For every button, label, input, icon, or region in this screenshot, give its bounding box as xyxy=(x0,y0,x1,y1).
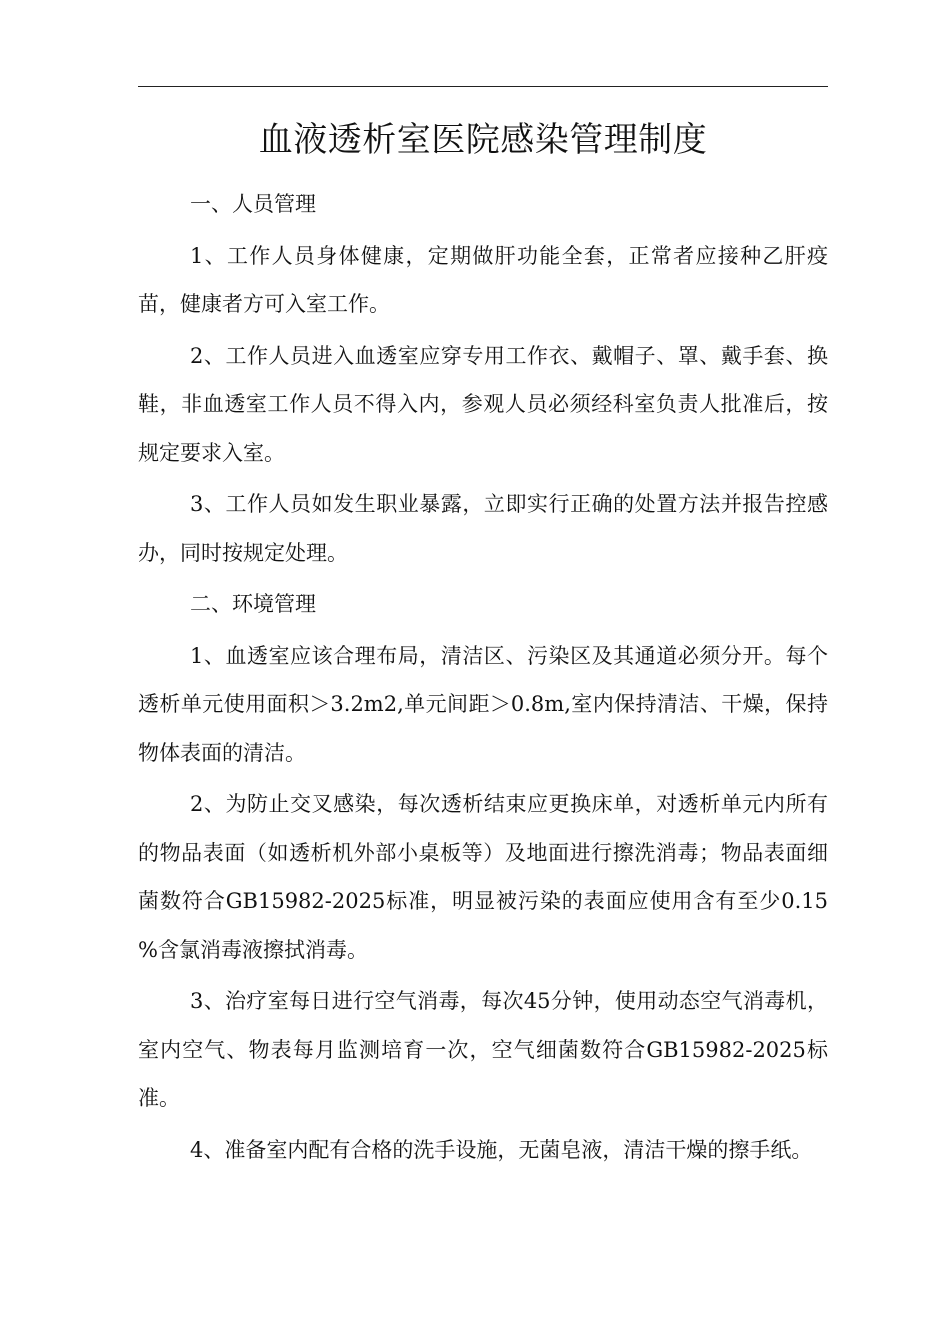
header-rule xyxy=(138,86,828,87)
paragraph: 3、工作人员如发生职业暴露，立即实行正确的处置方法并报告控感办，同时按规定处理。 xyxy=(138,492,828,565)
document-title: 血液透析室医院感染管理制度 xyxy=(258,120,708,160)
paragraph: 2、为防止交叉感染，每次透析结束应更换床单，对透析单元内所有的物品表面（如透析机外部小桌板等）及地面进行擦洗消毒；物品表面细菌数符合GB15982-2025标准，明显被污染的表面应使用含有至少0.15 %含氯消毒液擦拭消毒。 xyxy=(138,792,828,962)
paragraph: 1、工作人员身体健康，定期做肝功能全套，正常者应接种乙肝疫苗，健康者方可入室工作。 xyxy=(138,243,828,316)
paragraph: 1、血透室应该合理布局，清洁区、污染区及其通道必须分开。每个透析单元使用面积＞3.2m2,单元间距＞0.8m,室内保持清洁、干燥，保持物体表面的清洁。 xyxy=(138,643,828,765)
paragraph: 3、治疗室每日进行空气消毒，每次45分钟，使用动态空气消毒机，室内空气、物表每月监测培育一次，空气细菌数符合GB15982-2025标准。 xyxy=(138,989,828,1110)
section-heading-environment: 二、环境管理 xyxy=(190,592,316,616)
document-body xyxy=(138,180,828,1174)
paragraph: 2、工作人员进入血透室应穿专用工作衣、戴帽子、罩、戴手套、换鞋，非血透室工作人员不得入内，参观人员必须经科室负责人批准后，按规定要求入室。 xyxy=(138,343,828,465)
section-heading-personnel: 一、人员管理 xyxy=(190,192,316,216)
paragraph: 4、准备室内配有合格的洗手设施，无菌皂液，清洁干燥的擦手纸。 xyxy=(190,1137,813,1162)
